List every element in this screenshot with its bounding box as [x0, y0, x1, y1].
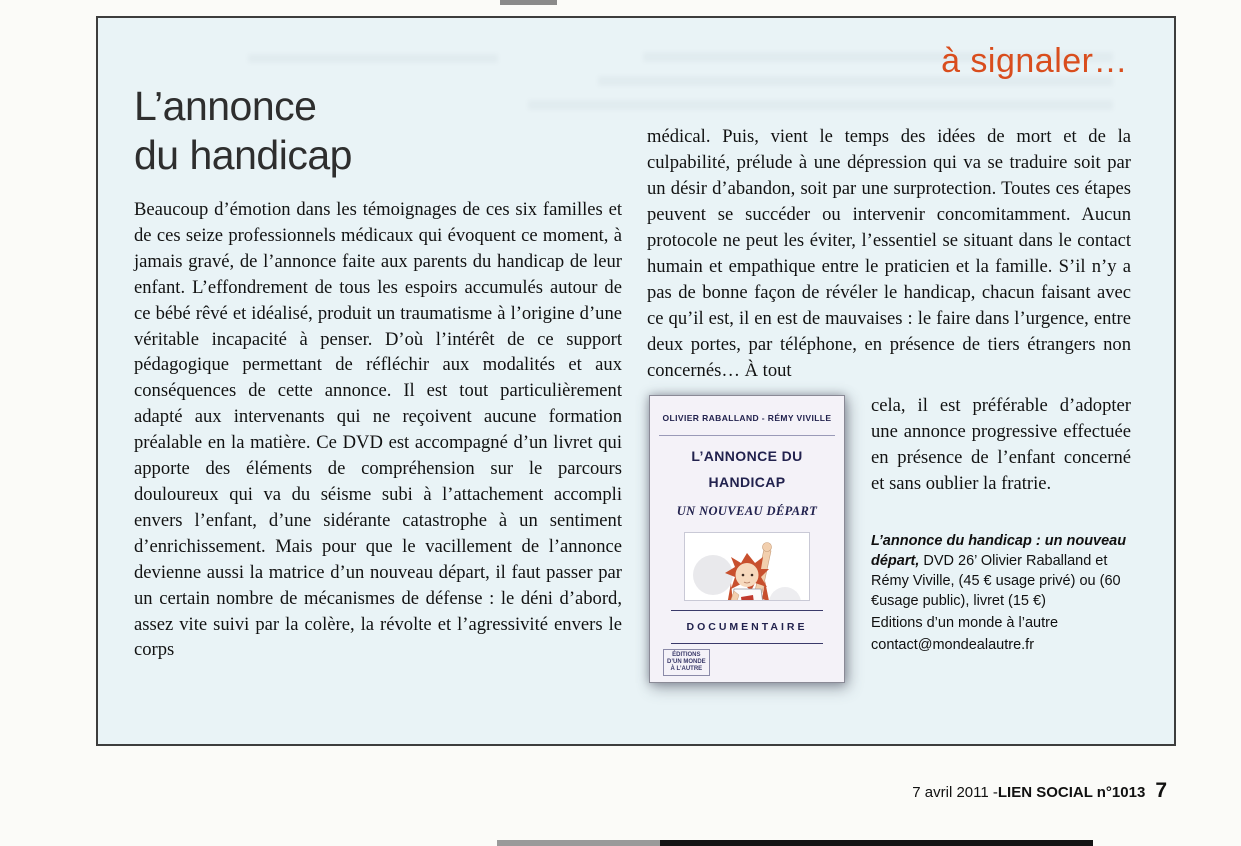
- article-title-line1: L’annonce: [134, 83, 317, 129]
- article-wrap-row: [647, 393, 1131, 683]
- footer-page-number: 7: [1155, 779, 1167, 802]
- dvd-caption-title: L’annonce du handicap : un nouveau départ,: [871, 533, 1127, 569]
- scan-artifact-top: [500, 0, 557, 5]
- scan-artifact-bottom-gray: [497, 840, 660, 846]
- page-footer: [912, 779, 1167, 803]
- article-title: [134, 82, 352, 180]
- section-label: à signaler…: [941, 42, 1128, 80]
- dvd-caption-publisher: Editions d’un monde à l’autre: [871, 615, 1059, 631]
- scan-bleed-artifact: [248, 54, 498, 63]
- dvd-cover: [649, 395, 845, 683]
- dvd-cover-authors: OLIVIER RABALLAND - RÉMY VIVILLE: [659, 405, 835, 436]
- dvd-caption-email: contact@mondealautre.fr: [871, 637, 1035, 653]
- dvd-cover-title: L’ANNONCE DU HANDICAP: [691, 448, 803, 490]
- footer-magazine-name: LIEN SOCIAL n°1013: [997, 784, 1146, 801]
- article-paragraph-right-wrap: cela, il est préférable d’adopter une annonce progressive effectuée en présence de l’enfant concerné et sans oublier la fratrie.: [871, 395, 1131, 494]
- magazine-page-panel: [96, 16, 1176, 746]
- footer-date: 7 avril 2011 -: [912, 784, 998, 801]
- dvd-cover-zone: [647, 393, 857, 683]
- dvd-caption: [871, 531, 1131, 655]
- scan-bleed-artifact: [528, 100, 1113, 110]
- dvd-publisher-line: ÉDITIONS: [672, 652, 701, 658]
- dvd-cover-subtitle: UN NOUVEAU DÉPART: [676, 504, 818, 518]
- article-wrap-right: [857, 393, 1131, 655]
- article-paragraph-left: Beaucoup d’émotion dans les témoignages de ces six familles et de ces seize professionnels médicaux qui évoquent ce moment, à jamais gravé, de l’annonce faite aux parents du handicap de leur enfant. L’effondrement de tous les espoirs accumulés autour de ce bébé rêvé et idéalisé, produit un traumatisme à l’origine d’une véritable incapacité à penser. D’où l’intérêt de ce support pédagogique permettant de réfléchir aux modalités et aux conséquences de cette annonce. Il est tout particulièrement adapté aux intervenants qui ne reçoivent aucune formation préalable en la matière. Ce DVD est accompagné d’un livret qui apporte des éléments de compréhension sur le parcours douloureux qui va du séisme subi à l’attachement accompli envers l’enfant, d’une sidérante catastrophe à un sentiment d’enrichissement. Mais pour que le vacillement de l’annonce devienne aussi la matrice d’un nouveau départ, il faut passer par un certain nombre de mécanismes de défense : le déni d’abord, assez vite suivi par la colère, la révolte et l’agressivité envers le corps: [134, 199, 622, 661]
- dvd-cover-illustration: [684, 532, 810, 601]
- dvd-caption-text: [871, 531, 1131, 611]
- dvd-publisher-line: D’UN MONDE: [667, 659, 706, 665]
- dvd-cover-publisher-logo: [663, 649, 710, 676]
- scan-artifact-bottom-dark: [660, 840, 1093, 846]
- article-title-line2: du handicap: [134, 132, 352, 178]
- article-column-right: [647, 124, 1131, 683]
- article-paragraph-right-top: médical. Puis, vient le temps des idées de mort et de la culpabilité, prélude à une dépression qui va se traduire soit par un désir d’abandon, soit par une surprotection. Toutes ces étapes peuvent se succéder ou intervenir concomitamment. Aucun protocole ne peut les éviter, l’essentiel se situant dans le contact humain et empathique entre le praticien et la famille. S’il n’y a pas de bonne façon de révéler le handicap, chacun faisant avec ce qu’il est, il en est de mauvaises : le faire dans l’urgence, entre deux portes, par téléphone, en présence de tiers étrangers non concernés… À tout: [647, 126, 1131, 381]
- article-column-left: [134, 197, 622, 663]
- dvd-publisher-line: À L’AUTRE: [670, 666, 703, 672]
- dvd-caption-details: DVD 26’ Olivier Raballand et Rémy Viville, (45 € usage privé) ou (60 €usage public), livret (15 €): [871, 553, 1121, 609]
- dvd-cover-genre: DOCUMENTAIRE: [671, 610, 822, 644]
